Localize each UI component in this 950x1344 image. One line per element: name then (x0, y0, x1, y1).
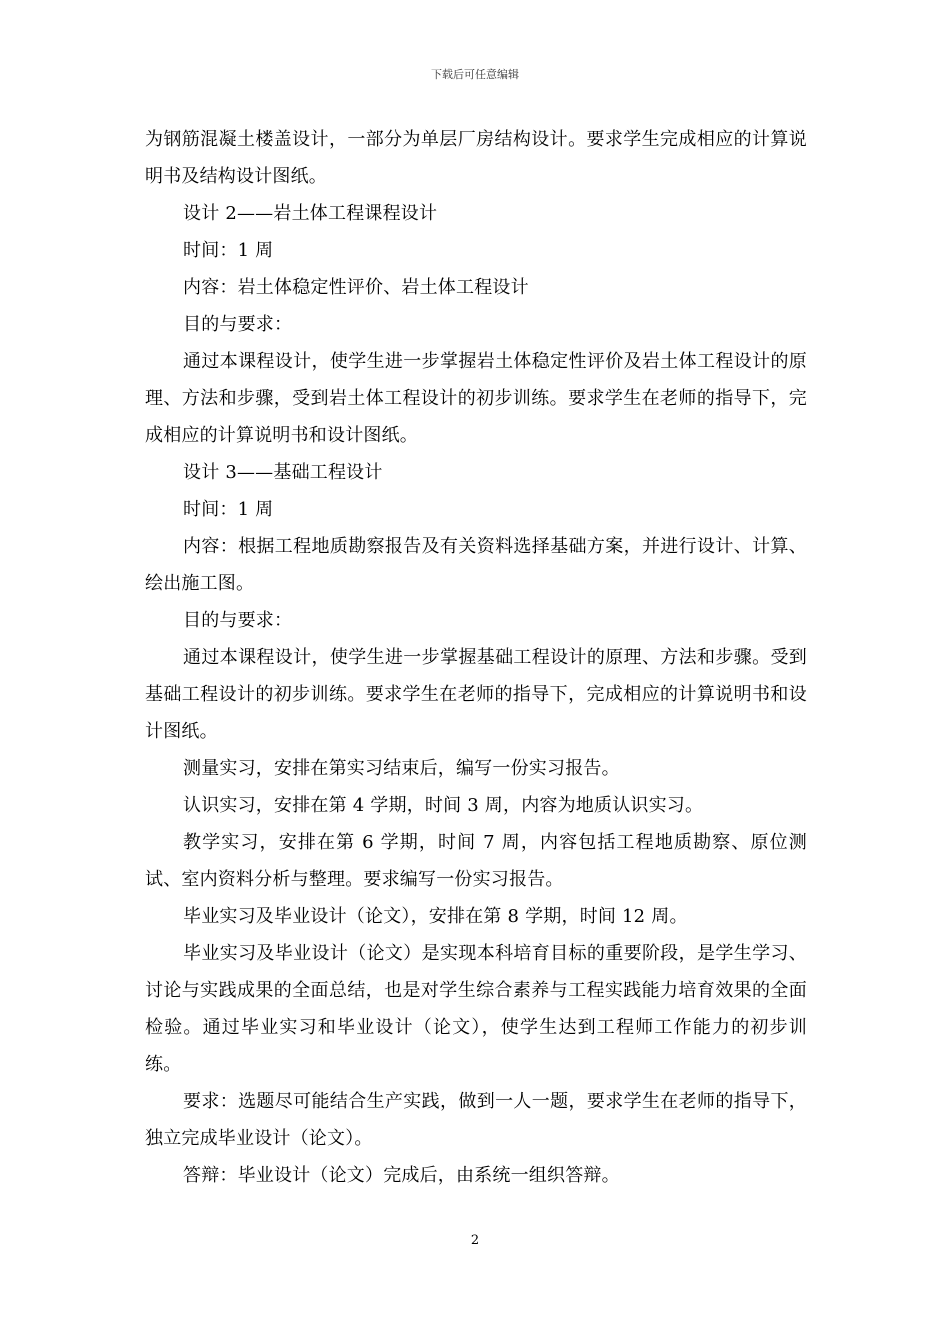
paragraph: 毕业实习及毕业设计（论文），安排在第 8 学期，时间 12 周。 (183, 906, 688, 927)
paragraph: 内容：岩土体稳定性评价、岩土体工程设计 (183, 277, 529, 298)
paragraph: 测量实习，安排在第实习结束后，编写一份实习报告。 (183, 758, 620, 779)
paragraph: 答辩：毕业设计（论文）完成后，由系统一组织答辩。 (183, 1165, 620, 1186)
paragraph: 认识实习，安排在第 4 学期，时间 3 周，内容为地质认识实习。 (183, 795, 704, 816)
page-number: 2 (470, 1233, 480, 1248)
paragraph: 内容：根据工程地质勘察报告及有关资料选择基础方案，并进行设计、计算、绘出施工图。 (145, 536, 807, 594)
paragraph: 通过本课程设计，使学生进一步掌握岩土体稳定性评价及岩土体工程设计的原理、方法和步骤，受到岩土体工程设计的初步训练。要求学生在老师的指导下，完成相应的计算说明书和设计图纸。 (145, 351, 807, 446)
document-body (145, 121, 807, 1194)
paragraph: 设计 3——基础工程设计 (183, 462, 383, 483)
paragraph: 时间：1 周 (183, 240, 274, 261)
paragraph: 通过本课程设计，使学生进一步掌握基础工程设计的原理、方法和步骤。受到基础工程设计的初步训练。要求学生在老师的指导下，完成相应的计算说明书和设计图纸。 (145, 647, 807, 742)
paragraph: 目的与要求： (183, 610, 293, 631)
paragraph: 时间：1 周 (183, 499, 274, 520)
paragraph: 毕业实习及毕业设计（论文）是实现本科培育目标的重要阶段，是学生学习、讨论与实践成果的全面总结，也是对学生综合素养与工程实践能力培育效果的全面检验。通过毕业实习和毕业设计（论文），使学生达到工程师工作能力的初步训练。 (145, 943, 807, 1075)
paragraph: 目的与要求： (183, 314, 293, 335)
paragraph: 设计 2——岩土体工程课程设计 (183, 203, 438, 224)
paragraph: 教学实习，安排在第 6 学期，时间 7 周，内容包括工程地质勘察、原位测试、室内资料分析与整理。要求编写一份实习报告。 (145, 832, 807, 890)
paragraph: 要求：选题尽可能结合生产实践，做到一人一题，要求学生在老师的指导下，独立完成毕业设计（论文）。 (145, 1091, 807, 1149)
page-header: 下载后可任意编辑 (431, 68, 519, 81)
paragraph: 为钢筋混凝土楼盖设计，一部分为单层厂房结构设计。要求学生完成相应的计算说明书及结构设计图纸。 (145, 129, 807, 187)
